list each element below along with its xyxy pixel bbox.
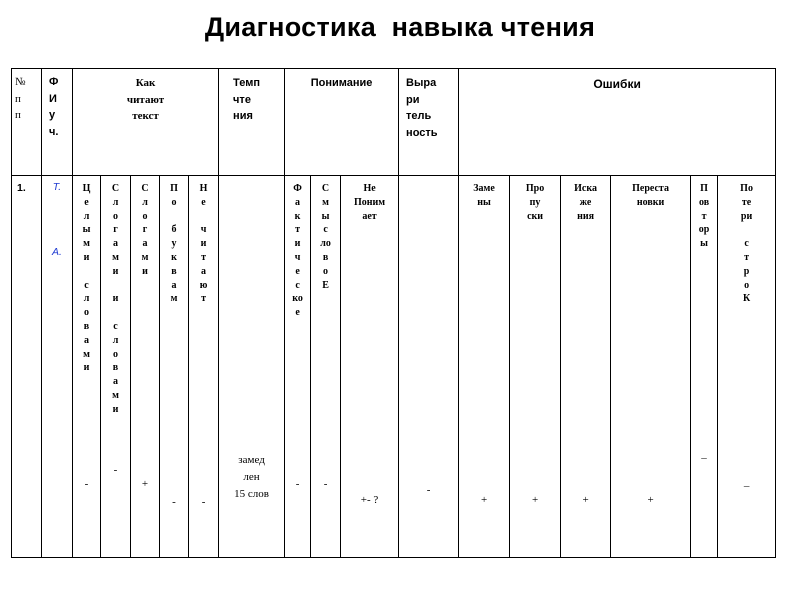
diagnostics-table	[11, 68, 776, 558]
how-syllables: С л о г а м и +	[131, 176, 160, 558]
how-syllables-words: С л о г а м и и с л о в а м и -	[101, 176, 131, 558]
header-how-read: Как читают текст	[73, 69, 219, 176]
errors-transpositions: Переста новки +	[611, 176, 691, 558]
header-fio: Ф И у ч.	[42, 69, 73, 176]
errors-distortions: Иска же ния +	[561, 176, 611, 558]
errors-substitutions: Заме ны +	[459, 176, 510, 558]
row-fio: Т. А.	[42, 176, 73, 558]
page-title: Диагностика навыка чтения	[204, 12, 596, 42]
tempo-value: замед лен 15 слов	[219, 176, 285, 558]
row-num: 1.	[12, 176, 42, 558]
header-understanding: Понимание	[285, 69, 399, 176]
errors-omissions: Про пу ски +	[510, 176, 561, 558]
errors-line-losses: По те ри с т р о К _	[718, 176, 776, 558]
understanding-semantic: С м ы с ло в о Е -	[311, 176, 341, 558]
student-row	[12, 176, 776, 558]
understanding-factual: Ф а к т и ч е с ко е -	[285, 176, 311, 558]
header-errors: Ошибки	[459, 69, 776, 176]
understanding-none: Не Поним ает +- ?	[341, 176, 399, 558]
header-num: № п п	[12, 69, 42, 176]
how-cannot-read: Н е ч и т а ю т -	[189, 176, 219, 558]
errors-repetitions: П ов т ор ы –	[691, 176, 718, 558]
how-whole-words: Ц е л ы м и с л о в а м и -	[73, 176, 101, 558]
header-tempo: Темп чте ния	[219, 69, 285, 176]
header-row	[12, 69, 776, 176]
expressive-value: -	[399, 176, 459, 558]
header-expressive: Выра ри тель ность	[399, 69, 459, 176]
how-letters: П о б у к в а м -	[160, 176, 189, 558]
